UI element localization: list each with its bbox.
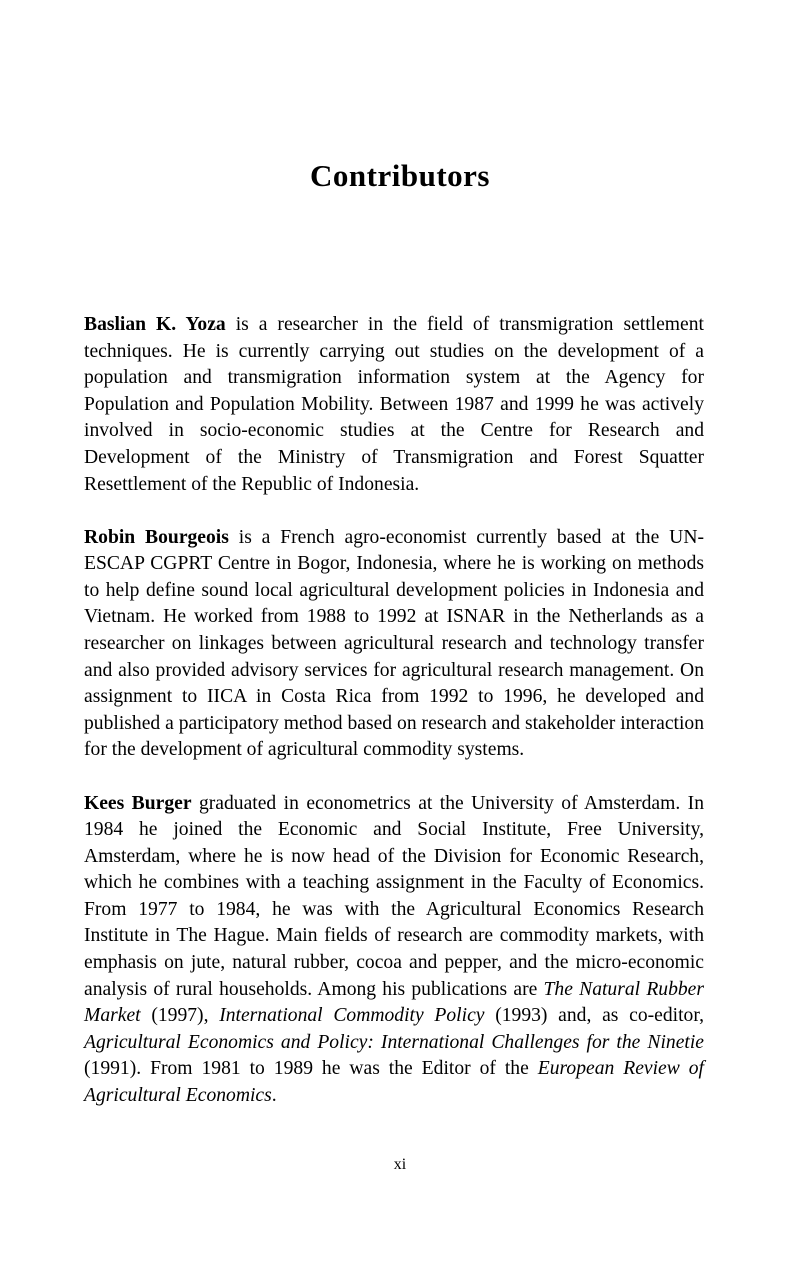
paragraph-text: . xyxy=(271,1085,277,1107)
contributor-name: Robin Bourgeois xyxy=(84,526,229,548)
paragraph-text: is a researcher in the field of transmigration settlement techniques. He is currently carrying out studies on the development of a population and transmigration information system at the Agency for Population and Population Mobility. Between 1987 and 1999 he was actively involved in socio-economic studies at the Centre for Research and Development of the Ministry of Transmigration and Forest Squatter Resettlement of the Republic of Indonesia. xyxy=(84,314,704,495)
contributor-paragraph xyxy=(84,312,704,498)
page-title: Contributors xyxy=(310,158,490,193)
contributor-name: Baslian K. Yoza xyxy=(84,314,226,335)
book-title: Agricultural Economics and Policy: International Challenges for the Ninetie xyxy=(84,1031,704,1053)
book-title: The Natural Rubber Market xyxy=(84,978,704,1027)
page-number: xi xyxy=(393,1156,407,1173)
paragraph-text: (1991). From 1981 to 1989 he was the Editor of the xyxy=(84,1058,538,1080)
book-title: International Commodity Policy xyxy=(219,1005,485,1027)
paragraph-text: (1993) and, as co-editor, xyxy=(484,1005,704,1027)
contributor-paragraph xyxy=(84,525,704,764)
paragraph-text: is a French agro-economist currently based at the UN-ESCAP CGPRT Centre in Bogor, Indonesia, where he is working on methods to help define sound local agricultural development policies in Indonesia and Vietnam. He worked from 1988 to 1992 at ISNAR in the Netherlands as a researcher on linkages between agricultural research and technology transfer and also provided advisory services for agricultural research management. On assignment to IICA in Costa Rica from 1992 to 1996, he developed and published a participatory method based on research and stakeholder interaction for the development of agricultural commodity systems. xyxy=(84,526,704,761)
contributor-paragraph xyxy=(84,791,704,1110)
contributors-content xyxy=(84,312,704,1110)
paragraph-text: graduated in econometrics at the University of Amsterdam. In 1984 he joined the Economic and Social Institute, Free University, Amsterdam, where he is now head of the Division for Economic Research, which he combines with a teaching assignment in the Faculty of Economics. From 1977 to 1984, he was with the Agricultural Economics Research Institute in The Hague. Main fields of research are commodity markets, with emphasis on jute, natural rubber, cocoa and pepper, and the micro-economic analysis of rural households. Among his publications are xyxy=(84,792,704,1000)
paragraph-text: (1997), xyxy=(140,1005,220,1027)
contributor-name: Kees Burger xyxy=(84,792,192,814)
journal-title: European Review of Agricultural Economics xyxy=(84,1058,704,1107)
